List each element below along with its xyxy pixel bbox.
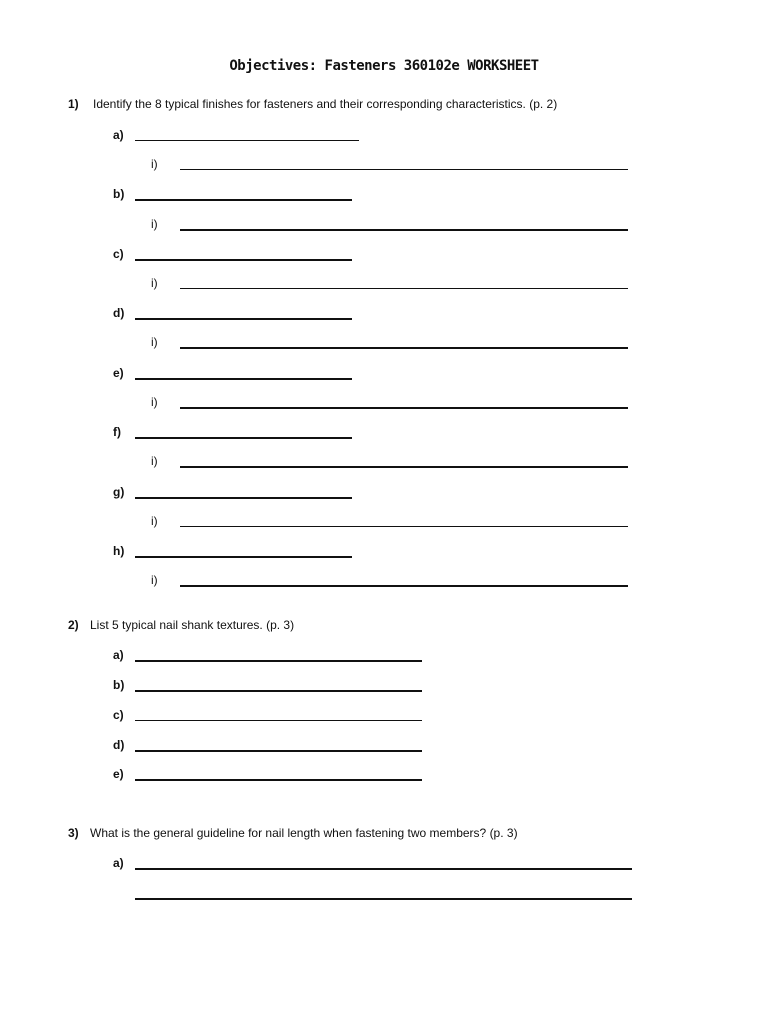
question-3-number: 3) <box>68 826 79 840</box>
question-2-text: List 5 typical nail shank textures. (p. 3) <box>90 618 295 632</box>
q1-item-e-answer-line[interactable] <box>135 378 352 380</box>
q1-item-f-label: f) <box>113 425 121 439</box>
q1-item-f-sub-answer-line[interactable] <box>180 466 628 468</box>
q1-item-d-sub-label: i) <box>151 335 158 349</box>
q1-item-b-sub-answer-line[interactable] <box>180 229 628 231</box>
q1-item-d-sub-answer-line[interactable] <box>180 347 628 349</box>
q1-item-c-answer-line[interactable] <box>135 259 352 261</box>
question-1-text: Identify the 8 typical finishes for fasteners and their corresponding characteristics. (p. 2) <box>93 97 558 111</box>
q1-item-g-label: g) <box>113 485 125 499</box>
q1-item-f-answer-line[interactable] <box>135 437 352 439</box>
q1-item-e-sub-answer-line[interactable] <box>180 407 628 409</box>
q2-item-b-label: b) <box>113 678 125 692</box>
q1-item-c-sub-answer-line[interactable] <box>180 288 628 289</box>
q2-item-e-label: e) <box>113 767 124 781</box>
q2-item-a-label: a) <box>113 648 124 662</box>
q1-item-e-label: e) <box>113 366 124 380</box>
q2-item-d-answer-line[interactable] <box>135 750 422 752</box>
q2-item-d-label: d) <box>113 738 125 752</box>
q1-item-h-label: h) <box>113 544 125 558</box>
q1-item-a-sub-answer-line[interactable] <box>180 169 628 170</box>
q1-item-h-sub-answer-line[interactable] <box>180 585 628 587</box>
q1-item-h-sub-label: i) <box>151 573 158 587</box>
q1-item-b-label: b) <box>113 187 125 201</box>
q1-item-h-answer-line[interactable] <box>135 556 352 558</box>
q3-item-a-label: a) <box>113 856 124 870</box>
q1-item-e-sub-label: i) <box>151 395 158 409</box>
question-3-text: What is the general guideline for nail length when fastening two members? (p. 3) <box>90 826 518 840</box>
q1-item-d-label: d) <box>113 306 125 320</box>
question-2-number: 2) <box>68 618 79 632</box>
q3-item-a-answer-line[interactable] <box>135 868 632 870</box>
q1-item-b-answer-line[interactable] <box>135 199 352 201</box>
page-title: Objectives: Fasteners 360102e WORKSHEET <box>229 58 539 74</box>
q1-item-a-answer-line[interactable] <box>135 140 359 141</box>
q2-item-c-answer-line[interactable] <box>135 720 422 721</box>
q1-item-a-label: a) <box>113 128 124 142</box>
q1-item-g-sub-label: i) <box>151 514 158 528</box>
q1-item-g-answer-line[interactable] <box>135 497 352 499</box>
q2-item-b-answer-line[interactable] <box>135 690 422 692</box>
q1-item-a-sub-label: i) <box>151 157 158 171</box>
q1-item-c-sub-label: i) <box>151 276 158 290</box>
q1-item-d-answer-line[interactable] <box>135 318 352 320</box>
q1-item-c-label: c) <box>113 247 124 261</box>
q2-item-e-answer-line[interactable] <box>135 779 422 781</box>
q3-item-a-answer-line-2[interactable] <box>135 898 632 900</box>
q1-item-g-sub-answer-line[interactable] <box>180 526 628 527</box>
q1-item-b-sub-label: i) <box>151 217 158 231</box>
q2-item-c-label: c) <box>113 708 124 722</box>
question-1-number: 1) <box>68 97 79 111</box>
q2-item-a-answer-line[interactable] <box>135 660 422 662</box>
q1-item-f-sub-label: i) <box>151 454 158 468</box>
